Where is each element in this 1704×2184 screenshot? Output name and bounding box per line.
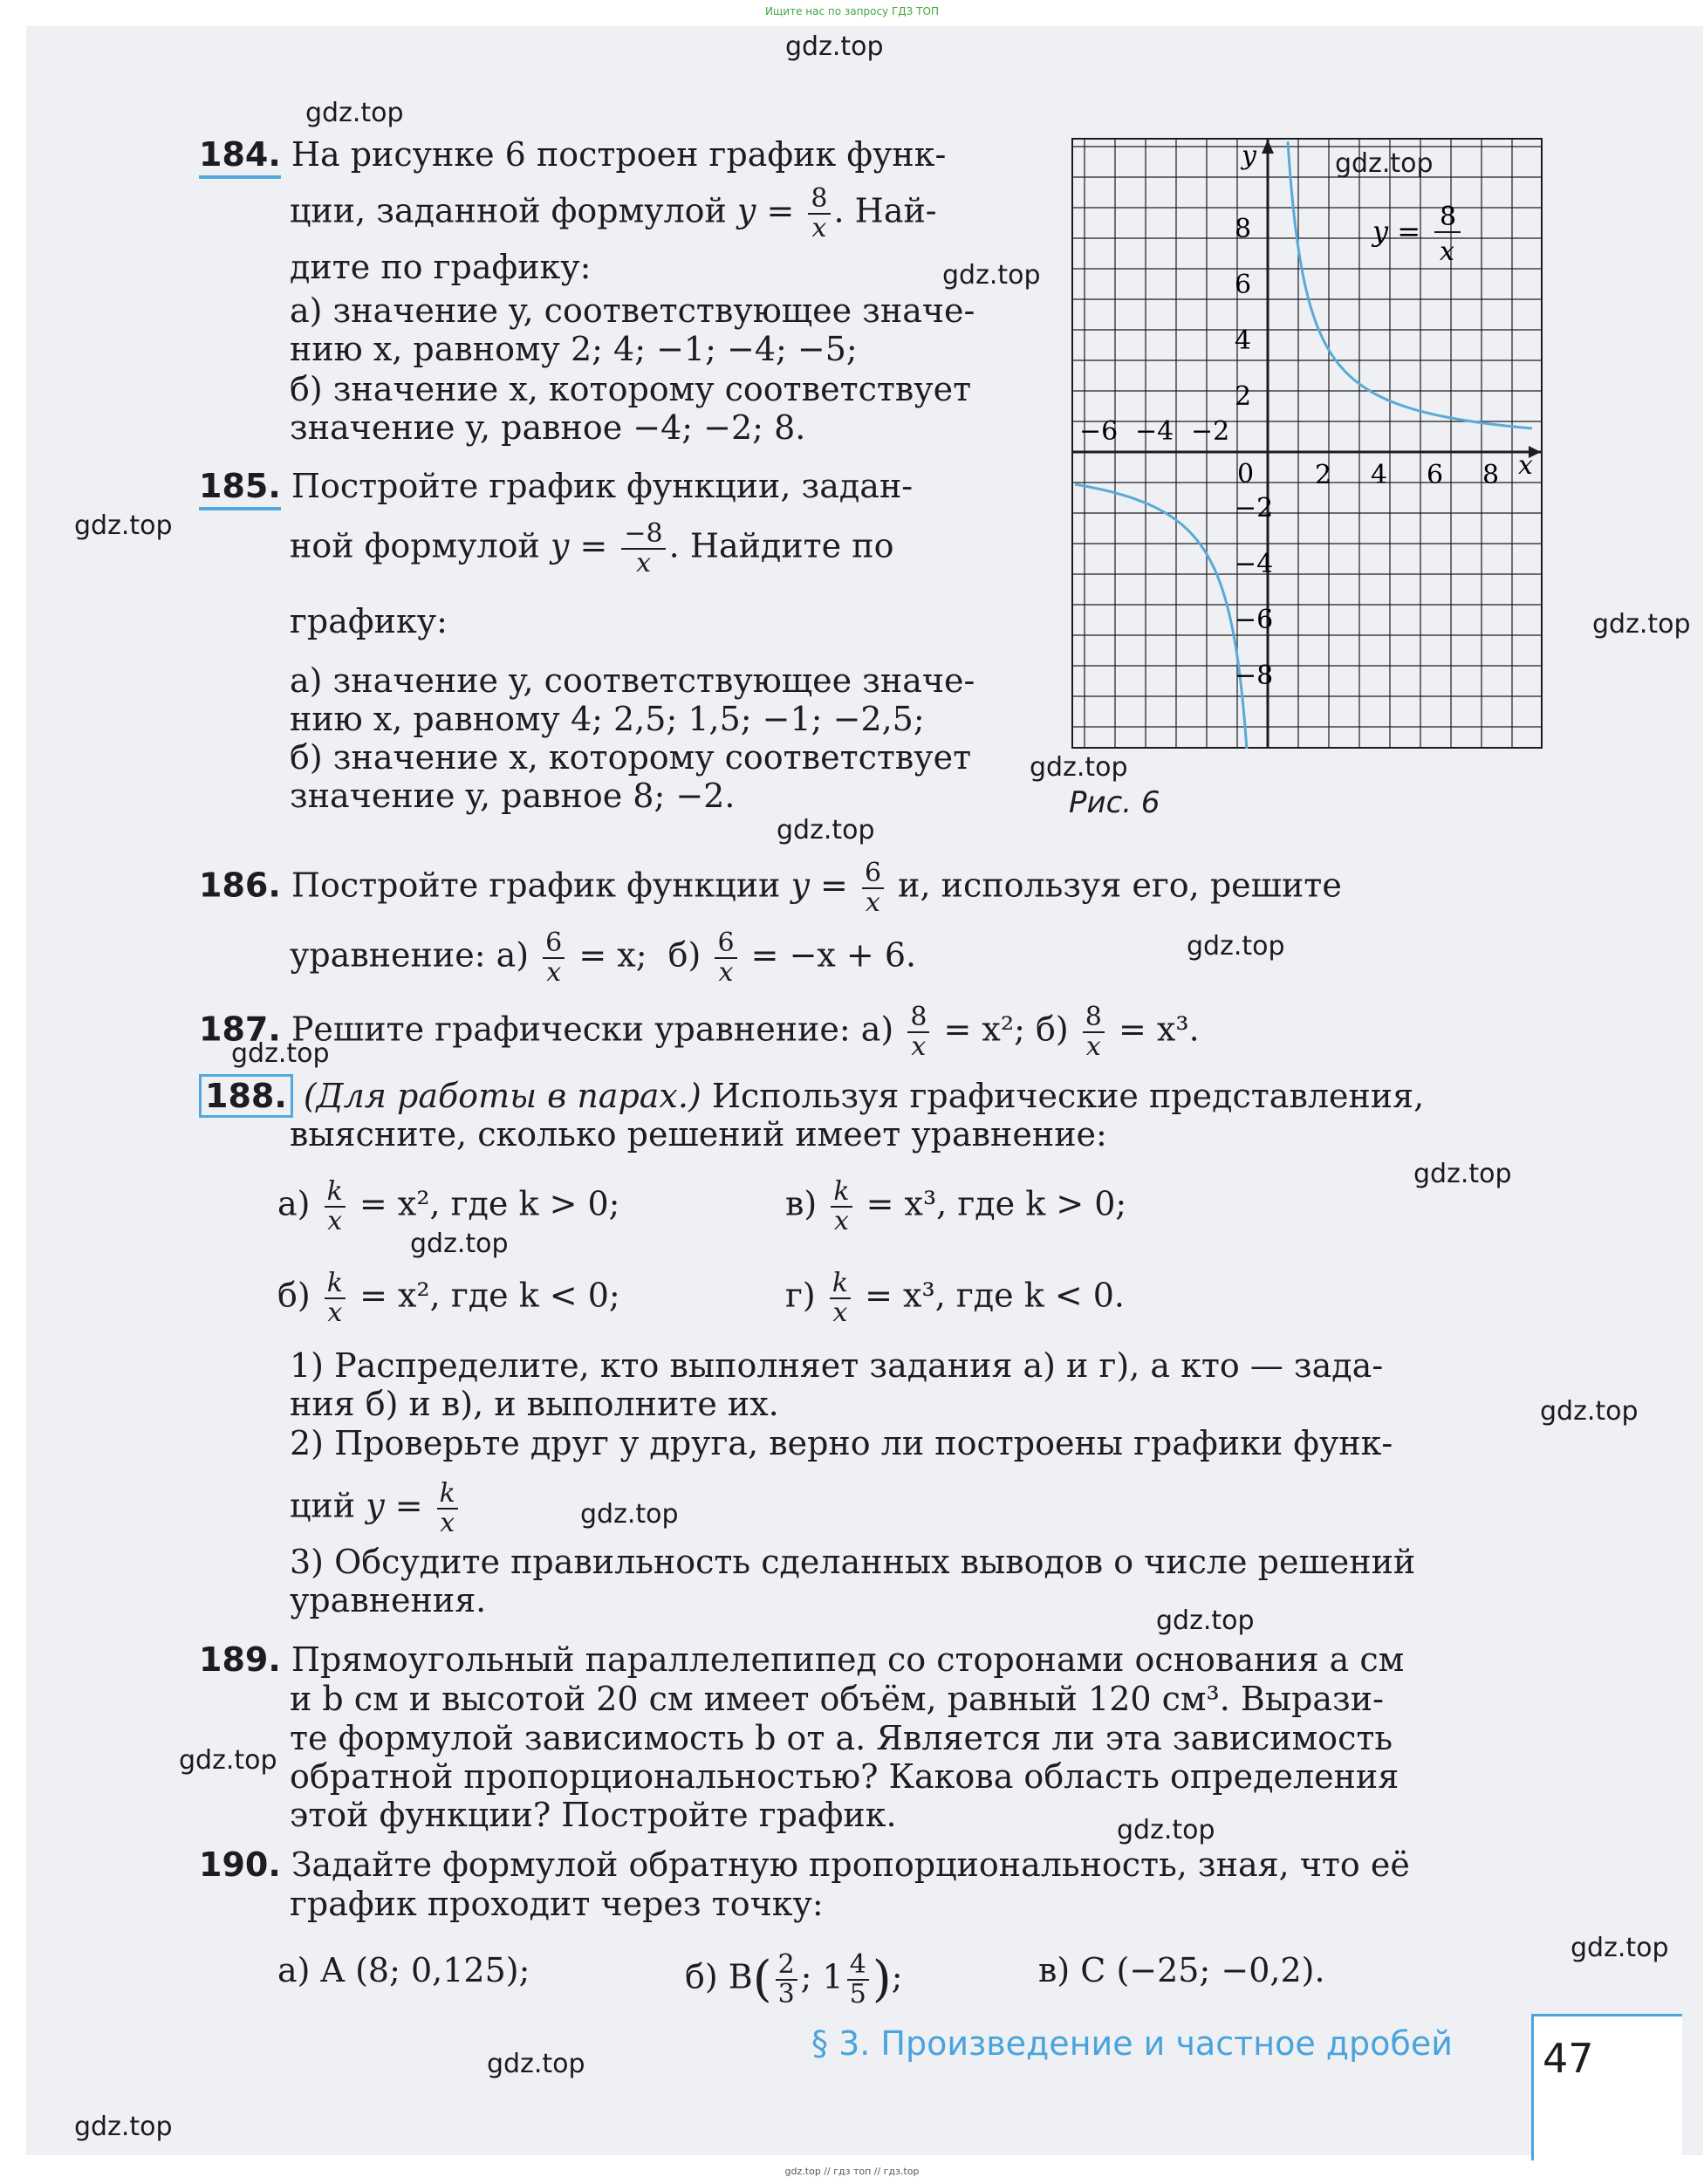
watermark: gdz.top	[1187, 931, 1285, 962]
problem-188-step1b: ния б) и в), и выполните их.	[290, 1385, 779, 1423]
x-tick-label: −6	[1079, 416, 1119, 447]
problem-190-line2: график проходит через точку:	[290, 1885, 824, 1923]
problem-184-part-b2: значение y, равное −4; −2; 8.	[290, 408, 806, 447]
watermark: gdz.top	[487, 2049, 585, 2079]
problem-187-text: Решите графически уравнение: а)	[291, 1010, 894, 1049]
fraction-numerator: 6	[543, 929, 565, 959]
var-y: y =	[366, 1486, 423, 1525]
problem-189-line1	[199, 1640, 1404, 1679]
fraction-numerator: 8	[808, 185, 830, 215]
fraction-numerator: −8	[621, 520, 665, 550]
problem-186-line2	[290, 929, 916, 987]
fraction	[862, 859, 884, 917]
fraction-numerator: k	[325, 1270, 346, 1299]
problem-185-part-a1: а) значение y, соответствующее значе-	[290, 661, 975, 700]
problem-187-text: б)	[1036, 1010, 1069, 1049]
y-tick-label: 8	[1235, 214, 1252, 244]
problem-185-text: . Найдите по	[668, 526, 894, 565]
equals: =	[579, 526, 608, 565]
y-tick-label: −8	[1235, 661, 1274, 691]
fraction	[808, 185, 830, 243]
problem-185-number: 185.	[199, 467, 281, 510]
y-tick-label: 2	[1235, 381, 1252, 412]
fraction	[437, 1480, 458, 1537]
fraction	[847, 1951, 869, 2009]
problem-185-line1	[199, 467, 913, 505]
fraction	[830, 1270, 851, 1327]
fraction-denominator: x	[866, 887, 880, 918]
problem-190-text: Задайте формулой обратную пропорциональность, зная, что её	[291, 1845, 1410, 1884]
y-tick-label: 4	[1235, 325, 1252, 356]
formula-lhs: y =	[1372, 215, 1421, 248]
separator: ; 1	[800, 1957, 844, 1996]
fraction-denominator: x	[833, 1206, 849, 1236]
problem-189-number: 189.	[199, 1640, 281, 1679]
pair-work-note: (Для работы в парах.)	[303, 1077, 701, 1115]
problem-190-item-b	[685, 1951, 903, 2009]
fraction-denominator: x	[718, 957, 734, 988]
y-tick-label: −4	[1235, 549, 1274, 579]
fraction-numerator: 6	[715, 929, 736, 959]
fraction	[776, 1951, 797, 2009]
equation-a: = x;	[578, 935, 647, 975]
problem-184-part-b1: б) значение x, которому соответствует	[290, 370, 972, 408]
section-title: § 3. Произведение и частное дробей	[811, 2024, 1453, 2063]
watermark: gdz.top	[1030, 752, 1128, 783]
problem-184-text: . Най-	[833, 191, 937, 230]
fraction	[831, 1178, 852, 1236]
fraction-numerator: 8	[907, 1003, 929, 1033]
watermark: gdz.top	[74, 2112, 173, 2142]
formula-den: x	[1440, 236, 1454, 267]
var-y: y	[790, 866, 810, 905]
item-label: в)	[785, 1184, 818, 1223]
fraction-denominator: x	[1085, 1031, 1101, 1062]
equation-a: = x²;	[943, 1010, 1025, 1049]
x-tick-label: 8	[1482, 460, 1500, 490]
equation-b: = x³.	[1118, 1010, 1200, 1049]
item-equation: = x³, где k < 0.	[865, 1276, 1126, 1315]
figure-caption: Рис. 6	[1069, 785, 1160, 820]
problem-190-number: 190.	[199, 1845, 281, 1884]
fraction-denominator: x	[811, 213, 827, 243]
fraction-numerator: 4	[847, 1951, 869, 1981]
fraction-numerator: k	[831, 1178, 852, 1208]
watermark: gdz.top	[231, 1038, 330, 1069]
problem-188-step1a: 1) Распределите, кто выполняет задания а) и г), а кто — зада-	[290, 1346, 1384, 1385]
fraction-denominator: x	[832, 1297, 848, 1328]
x-tick-label: 2	[1315, 460, 1332, 490]
problem-188-item-b	[277, 1270, 620, 1327]
problem-185-text: ной формулой	[290, 526, 540, 565]
problem-184-line2	[290, 185, 937, 243]
y-tick-label: −6	[1235, 605, 1274, 635]
watermark: gdz.top	[1413, 1159, 1512, 1189]
fraction-denominator: x	[440, 1508, 455, 1538]
problem-188-line2: выясните, сколько решений имеет уравнение:	[290, 1115, 1107, 1154]
problem-188-text: Используя графические представления,	[711, 1077, 1425, 1115]
watermark: gdz.top	[1592, 609, 1691, 640]
problem-187-line1	[199, 1003, 1200, 1061]
problem-184-number: 184.	[199, 135, 281, 179]
fraction-numerator: 8	[1083, 1003, 1105, 1033]
problem-184-text: На рисунке 6 построен график функ-	[291, 135, 947, 174]
fraction-denominator: x	[327, 1297, 343, 1328]
problem-185-line3: графику:	[290, 602, 448, 640]
problem-188-step3a: 3) Обсудите правильность сделанных выводов о числе решений	[290, 1543, 1416, 1581]
fraction	[1083, 1003, 1105, 1061]
watermark: gdz.top	[1540, 1396, 1639, 1427]
problem-189-line5: этой функции? Постройте график.	[290, 1796, 897, 1834]
watermark: gdz.top	[580, 1499, 679, 1530]
problem-190-item-a: а) A (8; 0,125);	[277, 1951, 530, 1989]
equals: =	[766, 191, 795, 230]
item-equation: = x³, где k > 0;	[866, 1184, 1127, 1223]
problem-185-part-b1: б) значение x, которому соответствует	[290, 738, 972, 777]
problem-184-line3: дите по графику:	[290, 248, 592, 286]
fraction	[325, 1270, 346, 1327]
item-label: а)	[277, 1184, 311, 1223]
fraction-numerator: k	[325, 1178, 346, 1208]
fraction-numerator: k	[437, 1480, 458, 1510]
problem-184-part-a1: а) значение y, соответствующее значе-	[290, 291, 975, 330]
problem-185-text: Постройте график функции, задан-	[291, 467, 914, 505]
watermark: gdz.top	[410, 1229, 509, 1259]
problem-189-line3: те формулой зависимость b от a. Является ли эта зависимость	[290, 1719, 1393, 1757]
fraction-denominator: x	[911, 1031, 927, 1062]
item-label: г)	[785, 1276, 816, 1315]
x-tick-label: −2	[1191, 416, 1230, 447]
page-number: 47	[1543, 2035, 1594, 2082]
problem-186-text: б)	[667, 935, 701, 975]
problem-185-line2	[290, 520, 893, 578]
problem-186-text: и, используя его, решите	[898, 866, 1342, 905]
fraction	[621, 520, 665, 578]
x-axis-label: x	[1518, 450, 1533, 481]
watermark: gdz.top	[74, 510, 173, 541]
fraction-numerator: k	[830, 1270, 851, 1299]
problem-188-item-v	[785, 1178, 1126, 1236]
problem-188-item-g	[785, 1270, 1125, 1327]
var-y: y	[736, 191, 756, 230]
problem-188-step3b: уравнения.	[290, 1581, 487, 1619]
item-equation: = x², где k < 0;	[359, 1276, 620, 1315]
item-equation: = x², где k > 0;	[359, 1184, 620, 1223]
equals: =	[820, 866, 848, 905]
fraction	[907, 1003, 929, 1061]
header-note: Ищите нас по запросу ГДЗ ТОП	[765, 5, 939, 17]
y-axis-label: y	[1242, 140, 1256, 171]
problem-185-part-a2: нию x, равному 4; 2,5; 1,5; −1; −2,5;	[290, 700, 925, 738]
y-tick-label: −2	[1235, 493, 1274, 524]
fraction	[715, 929, 736, 987]
watermark: gdz.top	[1117, 1815, 1215, 1845]
problem-190-item-v: в) C (−25; −0,2).	[1038, 1951, 1325, 1989]
y-tick-label: 6	[1235, 270, 1252, 300]
origin-label: 0	[1237, 459, 1255, 490]
watermark: gdz.top	[785, 31, 884, 62]
fraction	[543, 929, 565, 987]
problem-188-item-a	[277, 1178, 619, 1236]
problem-188-step2b	[290, 1480, 462, 1537]
equation-b: = −x + 6.	[750, 935, 917, 975]
problem-187-number: 187.	[199, 1010, 281, 1049]
watermark: gdz.top	[305, 98, 404, 128]
formula-num: 8	[1440, 202, 1457, 232]
problem-189-line4: обратной пропорциональностью? Какова область определения	[290, 1757, 1399, 1796]
watermark: gdz.top	[179, 1745, 277, 1776]
fraction-denominator: x	[636, 548, 651, 579]
problem-188-text: ций	[290, 1486, 356, 1525]
watermark: gdz.top	[1335, 148, 1434, 179]
separator: ;	[891, 1957, 903, 1996]
watermark: gdz.top	[1571, 1933, 1669, 1963]
fraction-denominator: 5	[849, 1979, 866, 2009]
watermark: gdz.top	[942, 260, 1041, 291]
hyperbola-branch-negative	[1075, 484, 1247, 749]
problem-184-line1	[199, 135, 946, 174]
x-tick-label: −4	[1135, 416, 1174, 447]
watermark: gdz.top	[777, 815, 875, 846]
problem-186-number: 186.	[199, 866, 281, 905]
problem-190-line1	[199, 1845, 1410, 1884]
fraction-numerator: 6	[862, 859, 884, 889]
footer-note: gdz.top // гдз топ // гдз.top	[784, 2166, 920, 2177]
fraction-denominator: 3	[777, 1979, 795, 2009]
problem-185-part-b2: значение y, равное 8; −2.	[290, 777, 736, 815]
problem-189-text: Прямоугольный параллелепипед со сторонами основания a см	[291, 1640, 1405, 1679]
problem-184-text: ции, заданной формулой	[290, 191, 727, 230]
figure-6-graph	[1071, 138, 1543, 749]
fraction-denominator: x	[327, 1206, 343, 1236]
item-label: б) B	[685, 1957, 753, 1996]
problem-186-text: уравнение: а)	[290, 935, 530, 975]
fraction-denominator: x	[546, 957, 562, 988]
problem-188-step2a: 2) Проверьте друг у друга, верно ли построены графики функ-	[290, 1424, 1393, 1462]
fraction-numerator: 2	[776, 1951, 797, 1981]
x-tick-label: 6	[1427, 460, 1444, 490]
x-tick-label: 4	[1371, 460, 1388, 490]
problem-186-line1	[199, 859, 1342, 917]
problem-189-line2: и b см и высотой 20 см имеет объём, равный 120 см³. Вырази-	[290, 1680, 1384, 1718]
paren-open: (	[752, 1951, 772, 2008]
problem-188-line1	[199, 1077, 1424, 1115]
paren-close: )	[872, 1951, 892, 2008]
problem-184-part-a2: нию x, равному 2; 4; −1; −4; −5;	[290, 330, 858, 368]
problem-186-text: Постройте график функции	[291, 866, 781, 905]
watermark: gdz.top	[1156, 1605, 1255, 1636]
item-label: б)	[277, 1276, 311, 1315]
fraction	[325, 1178, 346, 1236]
problem-188-number: 188.	[199, 1074, 293, 1118]
hyperbola-branch-positive	[1288, 141, 1532, 428]
var-y: y	[550, 526, 570, 565]
